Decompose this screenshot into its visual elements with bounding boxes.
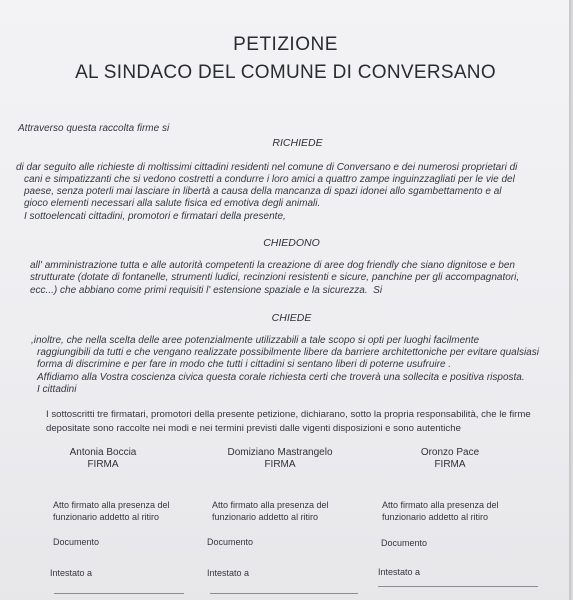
- paragraph-chiede-line-4: Affidiamo alla Vostra coscienza civica questa corale richiesta certi che troverà una sollecita e positiva risposta.: [37, 372, 525, 383]
- page-subtitle: AL SINDACO DEL COMUNE DI CONVERSANO: [75, 62, 496, 83]
- intestato-label-2: Intestato a: [207, 568, 250, 578]
- paragraph-richiede-line-1: di dar seguito alle richieste di moltissimi cittadini residenti nel comune di Conversano e dei numerosi proprietari di: [16, 162, 518, 173]
- paragraph-richiede-line-4: gioco elementi necessari alla salute fisica ed emotiva degli animali.: [24, 198, 321, 209]
- signer-1-firma: FIRMA: [87, 459, 119, 470]
- intestato-label-3: Intestato a: [378, 567, 421, 577]
- paragraph-chiedono-line-1: all' amministrazione tutta e alle autorità competenti la creazione di aree dog friendly che siano dignitose e ben: [30, 260, 515, 271]
- signer-3-firma: FIRMA: [434, 459, 466, 470]
- heading-chiede: CHIEDE: [271, 312, 312, 324]
- signer-3: [400, 447, 500, 471]
- attestation-2: Atto firmato alla presenza del funzionario addetto al ritiro: [212, 500, 329, 522]
- declaration-line-2: depositate sono raccolte nei modi e nei termini previsti dalle vigenti disposizioni e sono autentiche: [46, 423, 461, 434]
- paragraph-richiede-line-5: I sottoelencati cittadini, promotori e firmatari della presente,: [24, 211, 286, 222]
- page-title: PETIZIONE: [233, 34, 338, 55]
- signer-2-name: Domiziano Mastrangelo: [227, 447, 333, 458]
- paragraph-chiede-line-3: forma di discrimine e per fare in modo che tutti i cittadini si sentano liberi di poterne usufruire .: [37, 359, 452, 370]
- paragraph-chiede-line-1: ,inoltre, che nella scelta delle aree potenzialmente utilizzabili a tale scopo si opti per luoghi facilmente: [31, 335, 480, 346]
- signer-1-name: Antonia Boccia: [69, 447, 137, 458]
- documento-label-3: Documento: [381, 538, 428, 548]
- attestation-1: Atto firmato alla presenza del funzionario addetto al ritiro: [53, 500, 170, 522]
- paragraph-chiedono-line-2: strutturate (dotate di fontanelle, strumenti ludici, recinzioni resistenti e sicure, panchine per gli accompagnatori,: [30, 272, 520, 283]
- signature-line-3: [378, 586, 538, 587]
- paragraph-chiede-line-2: raggiungibili da tutti e che vengano realizzate possibilmente libere da barriere architettoniche per evitare qualsiasi: [37, 347, 539, 358]
- signer-3-name: Oronzo Pace: [420, 447, 480, 458]
- paragraph-richiede-line-3: paese, senza poterli mai lasciare in libertà a causa della mancanza di spazi idonei allo sgambettamento e al: [24, 186, 502, 197]
- attestation-3: Atto firmato alla presenza del funzionario addetto al ritiro: [382, 500, 499, 522]
- signer-2: [207, 447, 353, 471]
- declaration-line-1: I sottoscritti tre firmatari, promotori della presente petizione, dichiarano, sotto la propria responsabilità, che le firme: [46, 409, 531, 420]
- signature-line-1: [54, 593, 184, 594]
- documento-label-1: Documento: [53, 537, 100, 547]
- signer-1: [48, 447, 158, 471]
- documento-label-2: Documento: [207, 537, 254, 547]
- signature-line-2: [210, 593, 358, 594]
- paragraph-richiede-line-2: cani e simpatizzanti che si vedono costretti a condurre i loro amici a quattro zampe inguinzzagliati per le vie del: [24, 174, 515, 185]
- intro-text: Attraverso questa raccolta firme si: [18, 123, 170, 134]
- heading-richiede: RICHIEDE: [272, 137, 323, 149]
- heading-chiedono: CHIEDONO: [263, 237, 320, 249]
- paragraph-chiedono-line-3: ecc...) che abbiano come primi requisiti l' estensione spaziale e la sicurezza. Si: [30, 285, 383, 296]
- paragraph-chiede-line-5: I cittadini: [37, 384, 77, 395]
- intestato-label-1: Intestato a: [50, 568, 93, 578]
- signer-2-firma: FIRMA: [264, 459, 296, 470]
